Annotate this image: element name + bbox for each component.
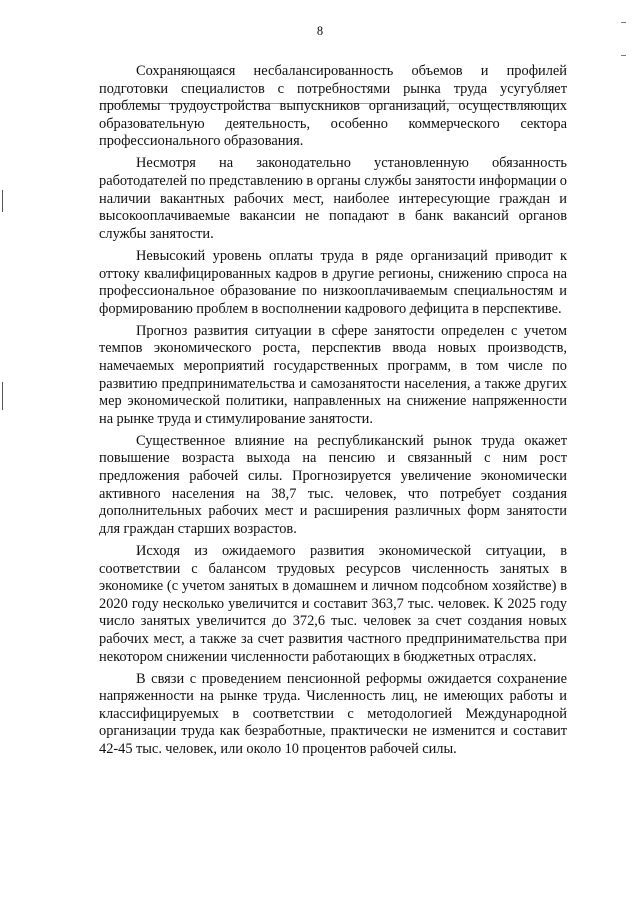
paragraph: Сохраняющаяся несбалансированность объемов и профилей подготовки специалистов с потребностями рынка труда усугубляет проблемы трудоустройства выпускников организаций, осуществляющих образовательную деятельность, особенно коммерческого сектора профессионального образования. xyxy=(99,63,567,150)
paragraph: В связи с проведением пенсионной реформы ожидается сохранение напряженности на рынке труда. Численность лиц, не имеющих работы и классифицируемых в соответствии с методологией Международной организации труда как безработные, практически не изменится и составит 42-45 тыс. человек, или около 10 процентов рабочей силы. xyxy=(99,670,567,757)
scan-artifact xyxy=(2,190,3,212)
paragraph: Исходя из ожидаемого развития экономической ситуации, в соответствии с балансом трудовых ресурсов численность занятых в экономике (с учетом занятых в домашнем и личном подсобном хозяйстве) в 2020 году несколько увеличится и составит 363,7 тыс. человек. К 2025 году число занятых увеличится до 372,6 тыс. человек за счет создания новых рабочих мест, а также за счет развития частного предпринимательства при некотором снижении численности работающих в бюджетных отраслях. xyxy=(99,542,567,665)
scan-artifact xyxy=(621,22,626,23)
paragraph: Несмотря на законодательно установленную обязанность работодателей по представлению в органы службы занятости информации о наличии вакантных рабочих мест, наиболее интересующие граждан и высокооплачиваемые вакансии не попадают в банк вакансий органов службы занятости. xyxy=(99,155,567,242)
scan-artifact xyxy=(621,55,626,56)
scan-artifact xyxy=(2,382,3,410)
paragraph: Прогноз развития ситуации в сфере занятости определен с учетом темпов экономического роста, перспектив ввода новых производств, намечаемых мероприятий государственных программ, в том числе по развитию предпринимательства и самозанятости населения, а также других мер экономической политики, направленных на снижение напряженности на рынке труда и стимулирование занятости. xyxy=(99,322,567,427)
paragraph: Существенное влияние на республиканский рынок труда окажет повышение возраста выхода на пенсию и связанный с ним рост предложения рабочей силы. Прогнозируется увеличение экономически активного населения на 38,7 тыс. человек, что потребует создания дополнительных рабочих мест и расширения различных форм занятости для граждан старших возрастов. xyxy=(99,432,567,537)
page-number: 8 xyxy=(316,24,324,38)
document-body xyxy=(99,63,567,763)
paragraph: Невысокий уровень оплаты труда в ряде организаций приводит к оттоку квалифицированных кадров в другие регионы, снижению спроса на профессиональное образование по низкооплачиваемым специальностям и формированию проблем в восполнении кадрового дефицита в перспективе. xyxy=(99,247,567,317)
